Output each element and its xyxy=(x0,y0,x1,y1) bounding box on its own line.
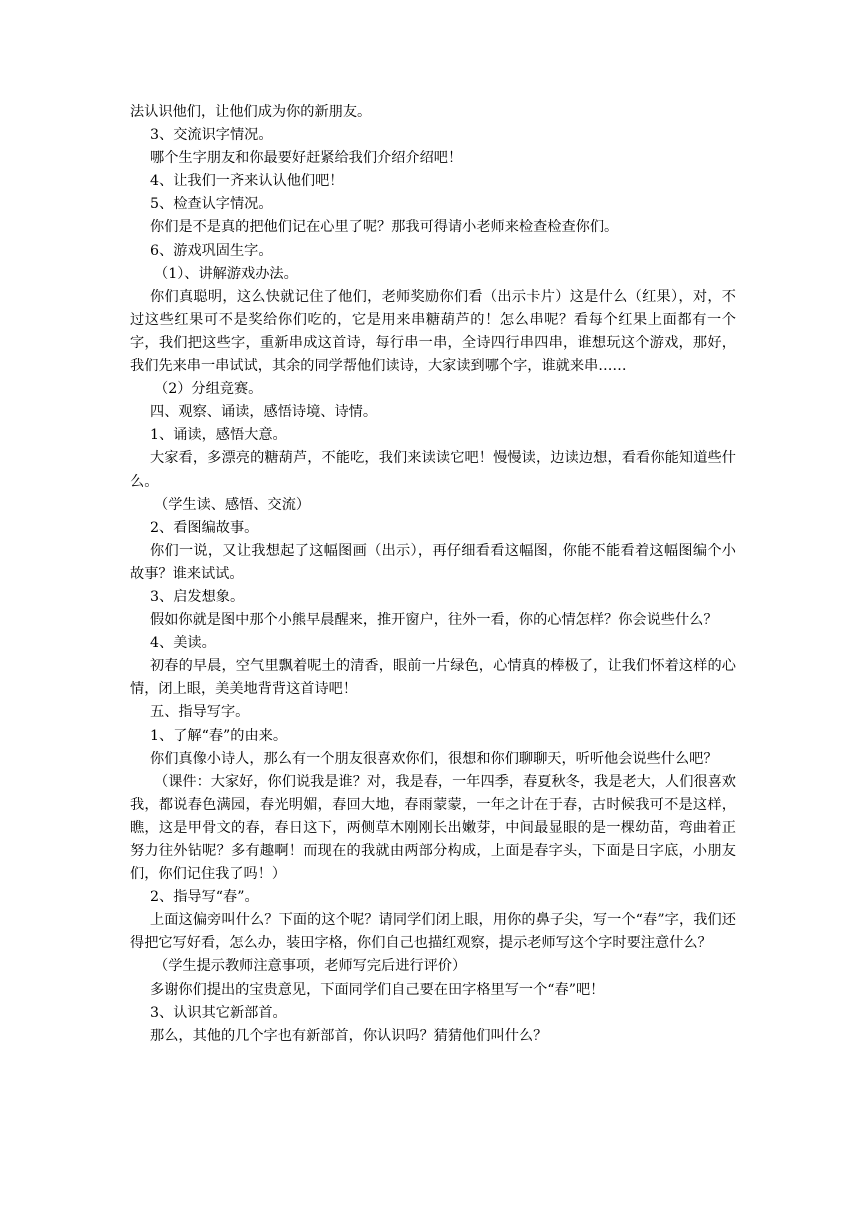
paragraph: 5、检查认字情况。 xyxy=(150,196,273,213)
paragraph: 大家看，多漂亮的糖葫芦，不能吃，我们来读读它吧！慢慢读，边读边想，看看你能知道些什么。 xyxy=(130,450,736,490)
paragraph: 3、认识其它新部首。 xyxy=(150,1004,287,1021)
paragraph: （学生提示教师注意事项，老师写完后进行评价） xyxy=(154,958,467,975)
paragraph: （1）、讲解游戏办法。 xyxy=(154,265,298,282)
paragraph: 法认识他们，让他们成为你的新朋友。 xyxy=(130,104,372,120)
paragraph: 四、观察、诵读，感悟诗境、诗情。 xyxy=(150,404,378,421)
paragraph: 上面这偏旁叫什么？下面的这个呢？请同学们闭上眼，用你的鼻子尖，写一个“春”字，我们还得把它写好看，怎么办，装田字格，你们自己也描红观察，提示老师写这个字时要注意什么？ xyxy=(130,912,736,952)
paragraph: 初春的早晨，空气里飘着呢土的清香，眼前一片绿色，心情真的棒极了，让我们怀着这样的心情，闭上眼，美美地背背这首诗吧！ xyxy=(130,658,736,698)
paragraph: 2、指导写“春”。 xyxy=(150,889,259,906)
paragraph: 你们真聪明，这么快就记住了他们，老师奖励你们看（出示卡片）这是什么（红果），对，不过这些红果可不是奖给你们吃的，它是用来串糖葫芦的！怎么串呢？看每个红果上面都有一个字，我们把这些字，重新串成这首诗，每行串一串，全诗四行串四串，谁想玩这个游戏，那好，我们先来串一串试试，其余的同学帮他们读诗，大家读到哪个字，谁就来串…… xyxy=(130,288,736,375)
paragraph: 2、看图编故事。 xyxy=(150,519,259,536)
paragraph: 3、交流识字情况。 xyxy=(150,127,273,144)
paragraph: 1、诵读，感悟大意。 xyxy=(150,427,287,444)
document-body xyxy=(130,101,736,1048)
paragraph: 4、美读。 xyxy=(150,635,216,652)
paragraph: 多谢你们提出的宝贵意见，下面同学们自己要在田字格里写一个“春”吧！ xyxy=(150,981,605,998)
paragraph: 哪个生字朋友和你最要好赶紧给我们介绍介绍吧！ xyxy=(150,150,463,167)
paragraph: 6、游戏巩固生字。 xyxy=(150,242,273,259)
paragraph: 你们是不是真的把他们记在心里了呢？那我可得请小老师来检查检查你们。 xyxy=(150,219,619,236)
paragraph: 3、启发想象。 xyxy=(150,588,245,605)
paragraph: （课件：大家好，你们说我是谁？对，我是春，一年四季，春夏秋冬，我是老大，人们很喜欢我，都说春色满园，春光明媚，春回大地，春雨蒙蒙，一年之计在于春，古时候我可不是这样，瞧，这是甲骨文的春，春日这下，两侧草木刚刚长出嫩芽，中间最显眼的是一棵幼苗，弯曲着正努力往外钻呢？多有趣啊！而现在的我就由两部分构成，上面是春字头，下面是日字底，小朋友们，你们记住我了吗！） xyxy=(130,773,736,883)
paragraph: 假如你就是图中那个小熊早晨醒来，推开窗户，往外一看，你的心情怎样？你会说些什么？ xyxy=(150,612,718,629)
paragraph: （2）分组竞赛。 xyxy=(154,381,263,398)
paragraph: 4、让我们一齐来认认他们吧！ xyxy=(150,173,344,190)
paragraph: 1、了解“春”的由来。 xyxy=(150,727,288,744)
paragraph: 你们真像小诗人，那么有一个朋友很喜欢你们，很想和你们聊聊天，听听他会说些什么吧？ xyxy=(150,750,718,767)
paragraph: （学生读、感悟、交流） xyxy=(154,496,311,513)
paragraph: 五、指导写字。 xyxy=(150,704,250,721)
paragraph: 你们一说，又让我想起了这幅图画（出示），再仔细看看这幅图，你能不能看着这幅图编个小故事？谁来试试。 xyxy=(130,542,736,582)
paragraph: 那么，其他的几个字也有新部首，你认识吗？猜猜他们叫什么？ xyxy=(150,1027,548,1044)
